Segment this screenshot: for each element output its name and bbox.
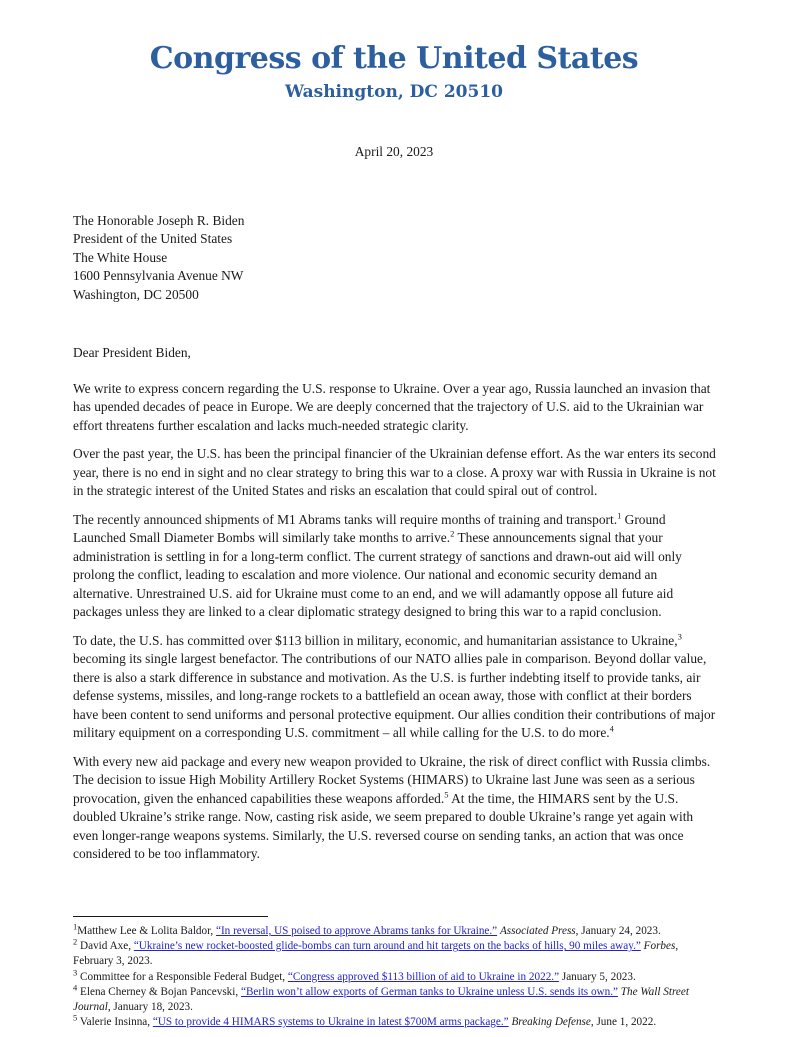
footnote-link[interactable]: “Ukraine’s new rocket-boosted glide-bombs can turn around and hit targets on the backs of hills, 90 miles away.” xyxy=(133,940,641,953)
recipient-line-street: 1600 Pennsylvania Avenue NW xyxy=(73,268,244,283)
footnote-marker: 1 xyxy=(73,921,78,932)
publication-name: Breaking Defense xyxy=(511,1016,591,1029)
text-run: , January 18, 2023. xyxy=(107,1001,193,1014)
recipient-line-name: The Honorable Joseph R. Biden xyxy=(73,212,245,228)
footnote-1 xyxy=(73,921,721,939)
body-paragraph-5 xyxy=(73,753,716,864)
publication-name: The Wall Street Journal xyxy=(73,985,689,1014)
letterhead-subtitle: Washington, DC 20510 xyxy=(285,82,503,102)
letter-body xyxy=(73,380,716,864)
footnote-2 xyxy=(73,936,721,969)
footnote-link[interactable]: “US to provide 4 HIMARS systems to Ukraine in latest $700M arms package.” xyxy=(152,1016,509,1029)
footnote-marker: 5 xyxy=(73,1012,78,1023)
body-paragraph-3 xyxy=(73,511,716,622)
text-run: Matthew Lee & Lolita Baldor, xyxy=(77,925,216,937)
publication-name: Forbes xyxy=(643,940,676,953)
footnote-marker: 4 xyxy=(73,982,78,993)
recipient-address xyxy=(73,212,715,305)
letterhead xyxy=(73,42,715,103)
footnote-3 xyxy=(73,966,721,985)
footnote-5 xyxy=(73,1012,721,1030)
text-run: With every new aid package and every new weapon provided to Ukraine, the risk of direct conflict with Russia climbs. The decision to issue High Mobility Artillery Rocket Systems (HIMARS) to Ukraine last June was seen as a serious provocation, given the enhanced capabilities these weapons afforded. xyxy=(73,753,711,806)
text-run: The recently announced shipments of M1 Abrams tanks will require months of training and transport. xyxy=(73,511,618,527)
text-run: David Axe, xyxy=(77,940,134,953)
footnote-marker: 5 xyxy=(444,789,449,800)
body-paragraph-4 xyxy=(73,632,716,743)
footnote-4 xyxy=(73,982,721,1015)
text-run: becoming its single largest benefactor. The contributions of our NATO allies pale in comparison. Beyond dollar value, there is also a stark difference in substance and motivation. As the U.S. is further indebting itself to provide tanks, air defense systems, missiles, and long-range rockets to a battlefield an ocean away, those with conflict at their borders have been content to send uniforms and personal protective equipment. Our allies condition their contributions of major military equipment on a corresponding U.S. commitment – all while calling for the U.S. to do more. xyxy=(73,651,716,740)
text-run: We write to express concern regarding the U.S. response to Ukraine. Over a year ago, Russia launched an invasion that has upended decades of peace in Europe. We are deeply concerned that the trajectory of U.S. aid to the Ukrainian war effort threatens further escalation and lacks much-needed strategic clarity. xyxy=(73,380,711,433)
footnote-marker: 2 xyxy=(450,528,455,539)
recipient-line-city: Washington, DC 20500 xyxy=(73,286,199,302)
footnotes-section xyxy=(73,916,721,1030)
text-run: , February 3, 2023. xyxy=(73,940,679,968)
footnote-marker: 3 xyxy=(73,966,78,977)
footnote-marker: 3 xyxy=(677,631,682,642)
text-run: , June 1, 2022. xyxy=(590,1016,657,1029)
body-paragraph-1 xyxy=(73,380,716,436)
footnote-link[interactable]: “Berlin won’t allow exports of German tanks to Ukraine unless U.S. sends its own.” xyxy=(240,985,618,998)
letter-date: April 20, 2023 xyxy=(354,144,434,159)
text-run: Valerie Insinna, xyxy=(77,1016,153,1029)
publication-name: Associated Press xyxy=(499,925,576,937)
footnote-marker: 1 xyxy=(617,510,622,521)
body-paragraph-2 xyxy=(73,445,716,501)
text-run: January 5, 2023. xyxy=(559,970,636,983)
salutation: Dear President Biden, xyxy=(73,345,191,360)
text-run: Committee for a Responsible Federal Budget, xyxy=(77,970,288,983)
text-run: Over the past year, the U.S. has been the principal financier of the Ukrainian defense effort. As the war enters its second year, there is no end in sight and no clear strategy to bring this war to a close. A proxy war with Russia in Ukraine is not in the strategic interest of the United States and risks an escalation that could spiral out of control. xyxy=(73,446,716,498)
text-run: Elena Cherney & Bojan Pancevski, xyxy=(77,985,241,998)
footnote-link[interactable]: “In reversal, US poised to approve Abrams tanks for Ukraine.” xyxy=(215,925,498,937)
footnote-marker: 2 xyxy=(73,936,78,947)
text-run: Ground Launched Small Diameter Bombs will similarly take months to arrive. xyxy=(73,511,666,545)
footnote-link[interactable]: “Congress approved $113 billion of aid to Ukraine in 2022.” xyxy=(287,970,560,983)
letterhead-title: Congress of the United States xyxy=(149,41,639,76)
footnote-separator-rule xyxy=(73,916,268,917)
footnote-marker: 4 xyxy=(609,723,614,734)
text-run: These announcements signal that your administration is settling in for a long-term conflict. The current strategy of sanctions and drawn-out aid will only prolong the conflict, leading to escalation and more violence. Our national and economic security demand an alternative. Unrestrained U.S. aid for Ukraine must come to an end, and we will adamantly oppose all future aid packages unless they are linked to a clear diplomatic strategy designed to bring this war to a rapid conclusion. xyxy=(73,530,682,619)
text-run: , January 24, 2023. xyxy=(575,925,661,937)
recipient-line-title: President of the United States xyxy=(73,231,233,246)
recipient-line-building: The White House xyxy=(73,249,168,265)
text-run: At the time, the HIMARS sent by the U.S. doubled Ukraine’s strike range. Now, casting risk aside, we seem prepared to double Ukraine’s range yet again with even longer-range weapons systems. Similarly, the U.S. reversed course on sending tanks, an action that was once considered to be too inflammatory. xyxy=(73,790,694,861)
text-run: To date, the U.S. has committed over $113 billion in military, economic, and humanitarian assistance to Ukraine, xyxy=(73,632,678,648)
